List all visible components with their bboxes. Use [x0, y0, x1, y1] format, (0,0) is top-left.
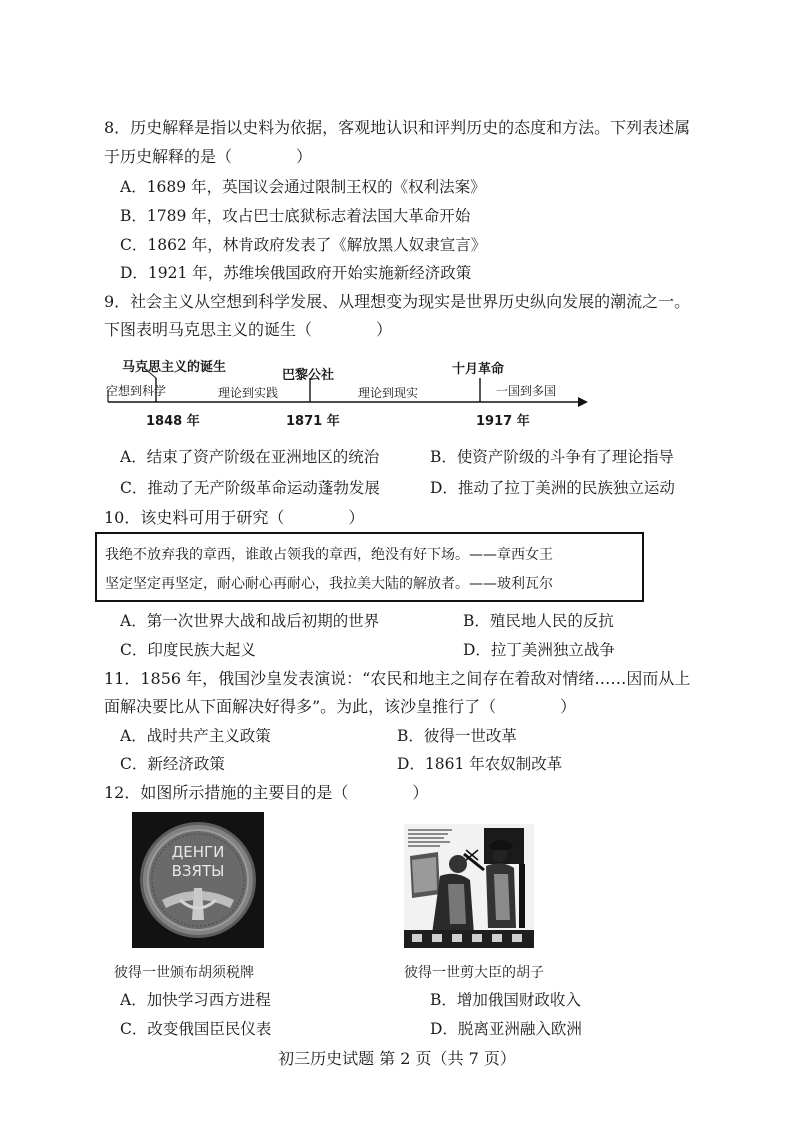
q8-option-d: D．1921 年，苏维埃俄国政府开始实施新经济政策 — [120, 264, 472, 282]
q12-option-a: A．加快学习西方进程 — [120, 991, 271, 1009]
q10-option-d: D．拉丁美洲独立战争 — [463, 641, 615, 659]
q8-option-a: A．1689 年，英国议会通过限制王权的《权利法案》 — [120, 178, 486, 196]
q10-option-a: A．第一次世界大战和战后初期的世界 — [120, 612, 380, 630]
q8-option-b: B．1789 年，攻占巴士底狱标志着法国大革命开始 — [120, 207, 471, 225]
timeline-segment-theory-to-practice: 理论到实践 — [218, 386, 279, 400]
beard-token-icon — [132, 812, 264, 948]
q12-option-c: C．改变俄国臣民仪表 — [120, 1020, 272, 1038]
beard-cutting-illustration — [404, 824, 534, 948]
q8-stem-line2: 于历史解释的是（ ） — [104, 147, 313, 166]
q9-option-b: B．使资产阶级的斗争有了理论指导 — [430, 448, 674, 466]
timeline-label-marxism-birth: 马克思主义的诞生 — [122, 360, 227, 375]
q8-option-c: C．1862 年，林肯政府发表了《解放黑人奴隶宣言》 — [120, 236, 487, 254]
timeline-segment-utopia-to-science: 空想到科学 — [106, 384, 167, 398]
q9-option-a: A．结束了资产阶级在亚洲地区的统治 — [120, 448, 380, 466]
q11-option-a: A．战时共产主义政策 — [120, 727, 271, 745]
caption-beard-tax-token: 彼得一世颁布胡须税牌 — [114, 965, 254, 981]
caption-beard-cutting: 彼得一世剪大臣的胡子 — [404, 965, 544, 981]
svg-text:ДЕНГИ: ДЕНГИ — [171, 843, 225, 861]
page-footer: 初三历史试题 第 2 页（共 7 页） — [278, 1049, 516, 1068]
timeline-segment-one-to-many: 一国到多国 — [496, 384, 557, 398]
timeline-label-october-revolution: 十月革命 — [452, 362, 505, 377]
q10-option-b: B．殖民地人民的反抗 — [463, 612, 614, 630]
q9-option-c: C．推动了无产阶级革命运动蓬勃发展 — [120, 479, 380, 497]
q9-option-d: D．推动了拉丁美洲的民族独立运动 — [430, 479, 675, 497]
socialism-timeline — [100, 350, 600, 440]
svg-text:ВЗЯТЫ: ВЗЯТЫ — [171, 862, 225, 880]
beard-tax-token-image — [132, 812, 264, 948]
q11-option-b: B．彼得一世改革 — [397, 727, 517, 745]
q11-stem-line1: 11．1856 年，俄国沙皇发表演说：“农民和地主之间存在着敌对情绪……因而从上 — [104, 669, 691, 688]
q12-option-d: D．脱离亚洲融入欧洲 — [430, 1020, 582, 1038]
q9-stem-line1: 9．社会主义从空想到科学发展、从理想变为现实是世界历史纵向发展的潮流之一。 — [104, 292, 691, 311]
q10-stem: 10．该史料可用于研究（ ） — [104, 508, 365, 527]
q11-option-c: C．新经济政策 — [120, 755, 225, 773]
q10-option-c: C．印度民族大起义 — [120, 641, 256, 659]
q10-quote-line2: 坚定坚定再坚定，耐心耐心再耐心，我拉美大陆的解放者。——玻利瓦尔 — [105, 576, 553, 592]
q12-option-b: B．增加俄国财政收入 — [430, 991, 581, 1009]
timeline-label-paris-commune: 巴黎公社 — [282, 368, 335, 383]
timeline-year-1848: 1848 年 — [146, 414, 200, 429]
q12-stem: 12．如图所示措施的主要目的是（ ） — [104, 783, 429, 802]
q11-option-d: D．1861 年农奴制改革 — [397, 755, 563, 773]
timeline-segment-theory-to-reality: 理论到现实 — [358, 386, 419, 400]
q9-stem-line2: 下图表明马克思主义的诞生（ ） — [104, 320, 393, 339]
q10-quote-box — [95, 532, 644, 602]
q8-stem-line1: 8．历史解释是指以史料为依据，客观地认识和评判历史的态度和方法。下列表述属 — [104, 118, 691, 137]
q11-stem-line2: 面解决要比从下面解决好得多”。为此，该沙皇推行了（ ） — [104, 697, 577, 716]
timeline-year-1917: 1917 年 — [476, 414, 530, 429]
timeline-year-1871: 1871 年 — [286, 414, 340, 429]
beard-cutting-engraving-image — [404, 824, 534, 948]
q10-quote-line1: 我绝不放弃我的章西，谁敢占领我的章西，绝没有好下场。——章西女王 — [105, 547, 553, 563]
